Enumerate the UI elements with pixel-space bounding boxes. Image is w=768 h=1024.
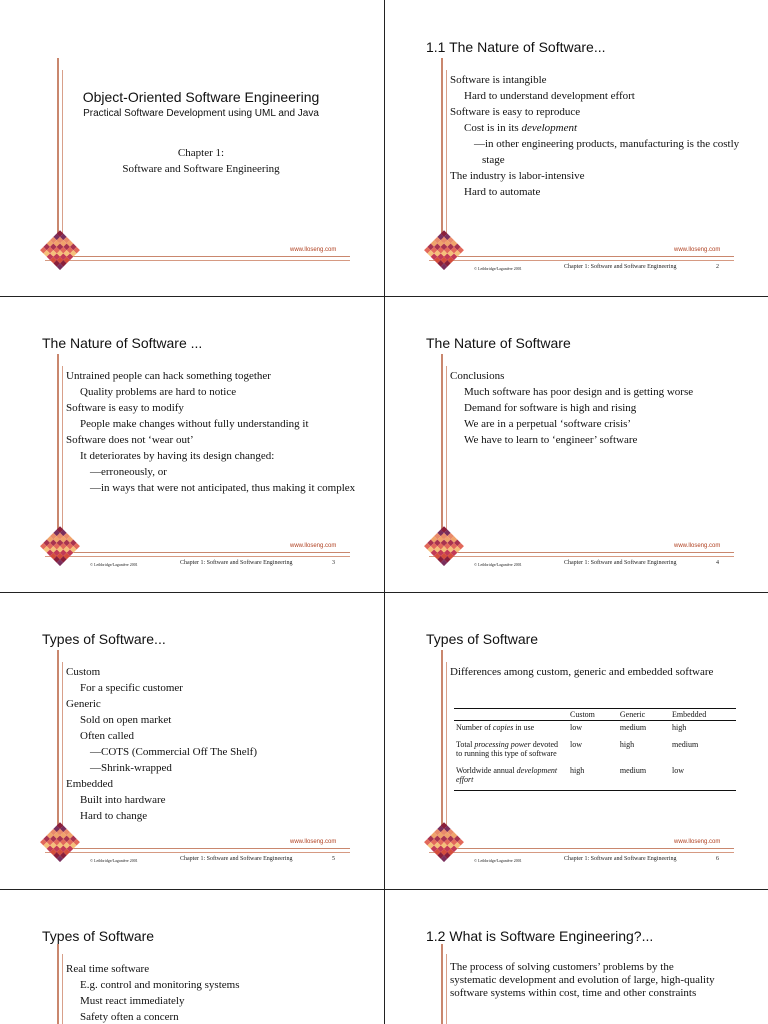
decor-vertical-line — [446, 954, 447, 1024]
bullet-line-level-1 — [66, 432, 366, 448]
decor-horizontal-line — [434, 552, 734, 553]
slide-body — [66, 664, 366, 824]
table-row — [454, 764, 736, 791]
slide-body — [450, 368, 750, 448]
bullet-text: —in ways that were not anticipated, thus making it complex — [90, 482, 356, 494]
website-label: www.lloseng.com — [290, 839, 337, 845]
decor-vertical-line — [441, 944, 443, 1024]
row-label-cell — [454, 764, 568, 791]
bullet-line-level-1 — [450, 961, 715, 1000]
decor-horizontal-line — [45, 260, 350, 261]
bullet-text: —in other engineering products, manufacturing is the costly stage — [474, 138, 740, 166]
page-divider-vertical — [384, 0, 385, 1024]
bullet-line-level-2 — [80, 712, 366, 728]
row-label-cell — [454, 721, 568, 739]
bullet-text: Often called — [80, 730, 135, 742]
slide-3 — [0, 296, 384, 592]
bullet-text: Much software has poor design and is getting worse — [464, 386, 694, 398]
decor-horizontal-line — [50, 256, 350, 257]
bullet-text: —erroneously, or — [90, 466, 167, 478]
chapter-name: Software and Software Engineering — [122, 163, 280, 175]
bullet-line-level-3 — [90, 744, 366, 760]
bullet-text: Embedded — [66, 778, 114, 790]
row-label-emphasis: copies — [492, 723, 514, 732]
bullet-text: Must react immediately — [80, 995, 185, 1007]
footer-chapter: Chapter 1: Software and Software Engineering — [564, 560, 677, 566]
bullet-line-level-2 — [80, 416, 366, 432]
bullet-text: E.g. control and monitoring systems — [80, 979, 240, 991]
footer-chapter: Chapter 1: Software and Software Engineering — [564, 264, 677, 270]
table-value-cell: high — [672, 723, 687, 732]
row-label-text: Total — [456, 740, 475, 749]
page-number: 3 — [332, 560, 335, 566]
row-label-emphasis: processing power — [474, 740, 531, 749]
decor-vertical-line — [441, 650, 443, 850]
website-label: www.lloseng.com — [674, 839, 721, 845]
bullet-text: Generic — [66, 698, 101, 710]
bullet-text: Untrained people can hack something together — [66, 370, 271, 382]
bullet-text: Hard to understand development effort — [464, 90, 635, 102]
slide-title: Types of Software — [426, 631, 539, 647]
course-title: Object-Oriented Software Engineering — [82, 89, 320, 105]
bullet-line-level-2 — [464, 88, 750, 104]
bullet-line-level-2 — [80, 1009, 366, 1024]
page-divider-horizontal — [0, 889, 768, 890]
intro-text: Differences among custom, generic and embedded software — [450, 666, 714, 678]
mosaic-logo-graphic — [424, 822, 464, 862]
row-label-cell — [454, 738, 568, 764]
page-divider-horizontal — [0, 296, 768, 297]
slide-body — [450, 961, 715, 1000]
table-row — [454, 738, 736, 764]
bullet-text: We are in a perpetual ‘software crisis’ — [464, 418, 632, 430]
bullet-text: —Shrink-wrapped — [90, 762, 172, 774]
bullet-line-level-2 — [464, 416, 750, 432]
website-label: www.lloseng.com — [290, 543, 337, 549]
bullet-text: Real time software — [66, 963, 150, 975]
bullet-text: Demand for software is high and rising — [464, 402, 637, 414]
table-row — [454, 721, 736, 739]
bullet-line-level-2 — [80, 448, 366, 464]
bullet-emphasis: development — [521, 122, 578, 134]
table-header-cell: Embedded — [670, 709, 736, 721]
table-value-cell: low — [570, 723, 582, 732]
bullet-text: People make changes without fully understanding it — [80, 418, 309, 430]
decor-vertical-line — [57, 650, 59, 850]
decor-horizontal-line — [434, 848, 734, 849]
slide-1 — [0, 0, 384, 296]
bullet-text: Software is easy to reproduce — [450, 106, 581, 118]
slide-title: 1.2 What is Software Engineering?... — [426, 928, 654, 944]
table-header-row — [454, 709, 736, 721]
bullet-line-level-1 — [66, 776, 366, 792]
table-value-cell: medium — [618, 764, 670, 791]
table-value-cell: low — [670, 764, 736, 791]
slide-title: The Nature of Software — [426, 335, 571, 351]
slide-title: Types of Software... — [42, 631, 166, 647]
bullet-line-level-2 — [464, 120, 750, 136]
footer-copyright: © Lethbridge/Laganière 2001 — [474, 266, 522, 271]
table-value-cell: medium — [619, 723, 647, 732]
table-header-cell: Custom — [568, 709, 618, 721]
chapter-number: Chapter 1: — [177, 147, 225, 159]
decor-horizontal-line — [434, 256, 734, 257]
decor-horizontal-line — [429, 852, 734, 853]
slide-body — [66, 368, 366, 496]
slide-intro — [450, 664, 720, 680]
bullet-line-level-1 — [66, 368, 366, 384]
bullet-line-level-2 — [80, 808, 366, 824]
page-number: 2 — [716, 264, 719, 270]
bullet-text: Sold on open market — [80, 714, 172, 726]
decor-horizontal-line — [50, 848, 350, 849]
bullet-text: Software is intangible — [450, 74, 547, 86]
bullet-text: Software does not ‘wear out’ — [66, 434, 194, 446]
footer-chapter: Chapter 1: Software and Software Engineering — [180, 560, 293, 566]
mosaic-logo — [40, 230, 80, 270]
slide-body — [450, 72, 750, 200]
bullet-text: Cost is in its — [464, 122, 522, 134]
bullet-text: —COTS (Commercial Off The Shelf) — [90, 746, 258, 758]
bullet-line-level-2 — [80, 728, 366, 744]
table-value-cell: high — [568, 764, 618, 791]
bullet-line-level-2 — [80, 680, 366, 696]
row-label-text: devoted to running this type of software — [456, 740, 559, 758]
decor-horizontal-line — [45, 852, 350, 853]
bullet-line-level-2 — [464, 400, 750, 416]
decor-vertical-line — [62, 954, 63, 1024]
bullet-line-level-1 — [66, 961, 366, 977]
bullet-text: Conclusions — [450, 370, 505, 382]
bullet-text: Quality problems are hard to notice — [80, 386, 237, 398]
slide-7 — [0, 889, 384, 1024]
slide-5 — [0, 592, 384, 889]
page-number: 5 — [332, 856, 335, 862]
bullet-line-level-1 — [450, 72, 750, 88]
decor-vertical-line — [441, 58, 443, 258]
slide-title: The Nature of Software ... — [42, 335, 203, 351]
chapter-heading — [66, 145, 336, 177]
mosaic-logo-graphic — [40, 822, 80, 862]
row-label-text: Worldwide annual — [456, 766, 517, 775]
slide-8 — [384, 889, 768, 1024]
bullet-line-level-1 — [450, 368, 750, 384]
bullet-line-level-2 — [80, 993, 366, 1009]
row-label-text: in use — [513, 723, 535, 732]
footer-copyright: © Lethbridge/Laganière 2001 — [474, 562, 522, 567]
bullet-line-level-1 — [450, 168, 750, 184]
decor-vertical-line — [57, 58, 59, 258]
bullet-line-level-2 — [80, 384, 366, 400]
slide-title: Types of Software — [42, 928, 155, 944]
bullet-line-level-1 — [66, 664, 366, 680]
bullet-line-level-2 — [464, 184, 750, 200]
bullet-line-level-1 — [450, 104, 750, 120]
bullet-line-level-1 — [66, 696, 366, 712]
course-subtitle: Practical Software Development using UML and Java — [83, 108, 319, 119]
table-header-cell: Generic — [618, 709, 670, 721]
mosaic-logo-graphic — [424, 230, 464, 270]
slide-6 — [384, 592, 768, 889]
bullet-line-level-2 — [464, 432, 750, 448]
table-value-cell: low — [570, 740, 582, 749]
slide-2 — [384, 0, 768, 296]
decor-horizontal-line — [50, 552, 350, 553]
mosaic-logo — [424, 230, 464, 270]
decor-horizontal-line — [429, 260, 734, 261]
bullet-line-level-1 — [66, 400, 366, 416]
table-value-cell: medium — [672, 740, 699, 749]
bullet-text: The process of solving customers’ problems by the systematic development and evolution of large, high-quality software systems within cost, time and other constraints — [450, 961, 715, 999]
decor-horizontal-line — [429, 556, 734, 557]
bullet-text: For a specific customer — [80, 682, 183, 694]
footer-copyright: © Lethbridge/Laganière 2001 — [474, 858, 522, 863]
bullet-line-level-2 — [80, 792, 366, 808]
website-label: www.lloseng.com — [290, 247, 337, 253]
bullet-text: Built into hardware — [80, 794, 166, 806]
decor-vertical-line — [57, 354, 59, 554]
mosaic-logo-graphic — [40, 230, 80, 270]
bullet-text: Safety often a concern — [80, 1011, 179, 1023]
slide-title: 1.1 The Nature of Software... — [426, 39, 606, 55]
decor-vertical-line — [441, 354, 443, 554]
mosaic-logo — [40, 526, 80, 566]
table-value-cell: high — [619, 740, 635, 749]
page-divider-horizontal — [0, 592, 768, 593]
row-label-text: Number of — [456, 723, 493, 732]
bullet-line-level-3 — [90, 464, 366, 480]
bullet-text: We have to learn to ‘engineer’ software — [464, 434, 638, 446]
bullet-line-level-2 — [80, 977, 366, 993]
mosaic-logo — [40, 822, 80, 862]
bullet-line-level-2 — [464, 384, 750, 400]
slide-4 — [384, 296, 768, 592]
website-label: www.lloseng.com — [674, 543, 721, 549]
bullet-text: Hard to automate — [464, 186, 541, 198]
bullet-text: Custom — [66, 666, 101, 678]
bullet-text: Software is easy to modify — [66, 402, 184, 414]
bullet-text: Hard to change — [80, 810, 148, 822]
row-label-emphasis: development effort — [456, 766, 558, 784]
decor-horizontal-line — [45, 556, 350, 557]
mosaic-logo-graphic — [40, 526, 80, 566]
bullet-line-level-3 — [90, 480, 366, 496]
bullet-line-level-3 — [90, 760, 366, 776]
mosaic-logo-graphic — [424, 526, 464, 566]
website-label: www.lloseng.com — [674, 247, 721, 253]
mosaic-logo — [424, 526, 464, 566]
bullet-text: The industry is labor-intensive — [450, 170, 585, 182]
bullet-text: It deteriorates by having its design changed: — [80, 450, 275, 462]
footer-copyright: © Lethbridge/Laganière 2001 — [90, 858, 138, 863]
page-number: 6 — [716, 856, 719, 862]
footer-chapter: Chapter 1: Software and Software Engineering — [180, 856, 293, 862]
slide-body — [66, 961, 366, 1024]
mosaic-logo — [424, 822, 464, 862]
software-types-table — [454, 708, 736, 791]
table-header-cell — [454, 709, 568, 721]
decor-vertical-line — [57, 944, 59, 1024]
page-number: 4 — [716, 560, 719, 566]
bullet-line-level-3 — [474, 136, 750, 168]
footer-copyright: © Lethbridge/Laganière 2001 — [90, 562, 138, 567]
footer-chapter: Chapter 1: Software and Software Engineering — [564, 856, 677, 862]
